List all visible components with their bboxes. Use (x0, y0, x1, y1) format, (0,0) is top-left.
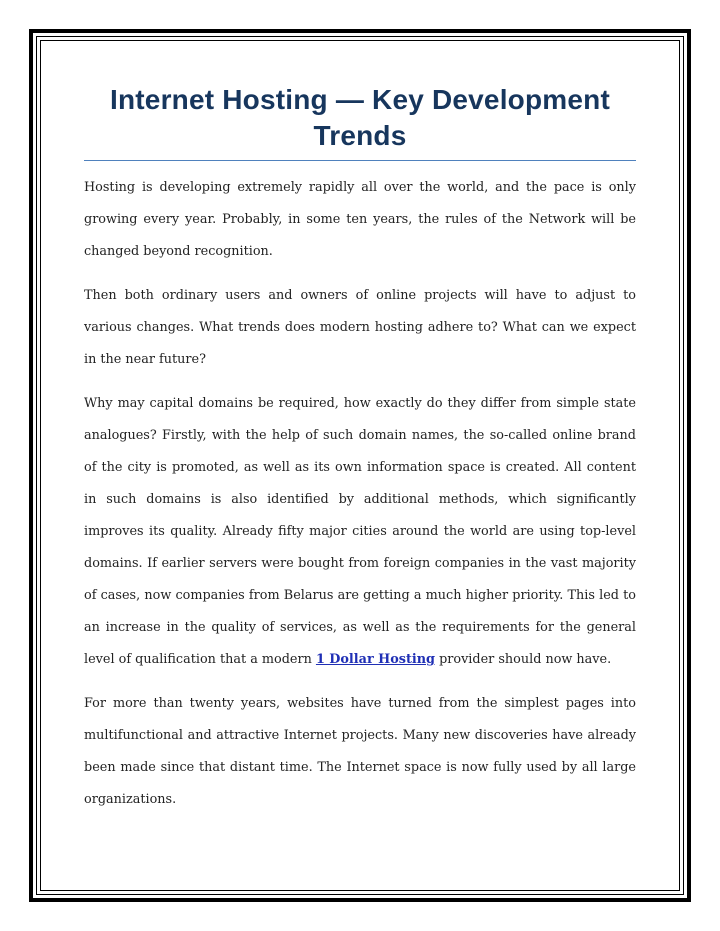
document-content (84, 82, 636, 807)
title-divider (84, 160, 636, 161)
paragraph-2: Then both ordinary users and owners of online projects will have to adjust to various changes. What trends does modern hosting adhere to? What can we expect in the near future? (84, 288, 636, 367)
paragraph-3-text: Why may capital domains be required, how exactly do they differ from simple state analogues? Firstly, with the help of such domain names, the so-called online brand of the city is promoted, as well as its own information space is created. All content in such domains is also identified by additional methods, which significantly improves its quality. Already fifty major cities around the world are using top-level domains. If earlier servers were bought from foreign companies in the vast majority of cases, now companies from Belarus are getting a much higher priority. This led to an increase in the quality of services, as well as the requirements for the general level of qualification that a modern (84, 396, 636, 667)
paragraph-4: For more than twenty years, websites have turned from the simplest pages into multifunctional and attractive Internet projects. Many new discoveries have already been made since that distant time. The Internet space is now fully used by all large organizations. (84, 696, 636, 807)
paragraph-3 (84, 388, 636, 676)
dollar-hosting-link[interactable]: 1 Dollar Hosting (315, 652, 435, 667)
paragraph-1: Hosting is developing extremely rapidly all over the world, and the pace is only growing every year. Probably, in some ten years, the rules of the Network will be changed beyond recognition. (84, 180, 636, 259)
paragraph-3-tail: provider should now have. (435, 652, 612, 667)
document-title: Internet Hosting — Key Development Trends (110, 84, 610, 151)
